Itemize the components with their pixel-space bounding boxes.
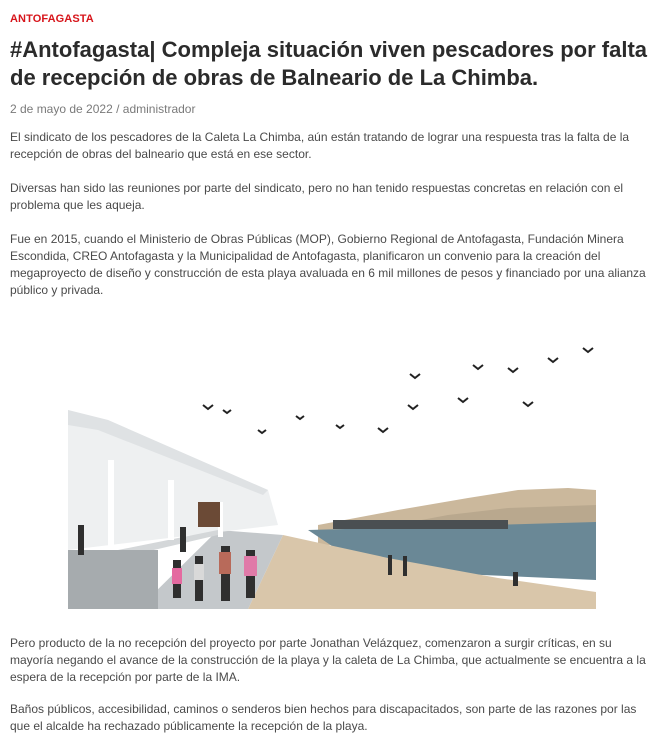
beach-rendering-illustration: [68, 330, 596, 609]
paragraph-3: Fue en 2015, cuando el Ministerio de Obras Públicas (MOP), Gobierno Regional de Antofagasta, Fundación Minera Escondida, CREO Antofagasta y la Municipalidad de Antofagasta, planificaron un convenio para la creación del megaproyecto de diseño y construcción de esta playa avaluada en 6 mil millones de pesos y financiado por una alianza público y privada.: [10, 232, 646, 297]
category-link[interactable]: ANTOFAGASTA: [10, 13, 94, 25]
article-image: [68, 330, 596, 609]
publish-date: 2 de mayo de 2022: [10, 102, 113, 116]
author-link[interactable]: administrador: [122, 102, 196, 116]
paragraph-1: El sindicato de los pescadores de la Caleta La Chimba, aún están tratando de lograr una respuesta tras la falta de la recepción de obras del balneario que está en ese sector.: [10, 130, 630, 161]
paragraph-4: Pero producto de la no recepción del proyecto por parte Jonathan Velázquez, comenzaron a surgir críticas, en su mayoría negando el avance de la construcción de la playa y la caleta de La Chimba, que actualmente se encuentra a la espera de la recepción por parte de la IMA.: [10, 636, 646, 684]
paragraph-5: Baños públicos, accesibilidad, caminos o senderos bien hechos para discapacitados, son parte de las razones por las que el alcalde ha rechazado públicamente la recepción de la playa.: [10, 702, 637, 733]
paragraph-2: Diversas han sido las reuniones por parte del sindicato, pero no han tenido respuestas concretas en relación con el problema que les aqueja.: [10, 181, 624, 212]
article-title: #Antofagasta| Compleja situación viven pescadores por falta de recepción de obras de Balneario de La Chimba.: [10, 37, 648, 90]
article-meta: [10, 102, 195, 116]
meta-separator: /: [112, 102, 123, 116]
